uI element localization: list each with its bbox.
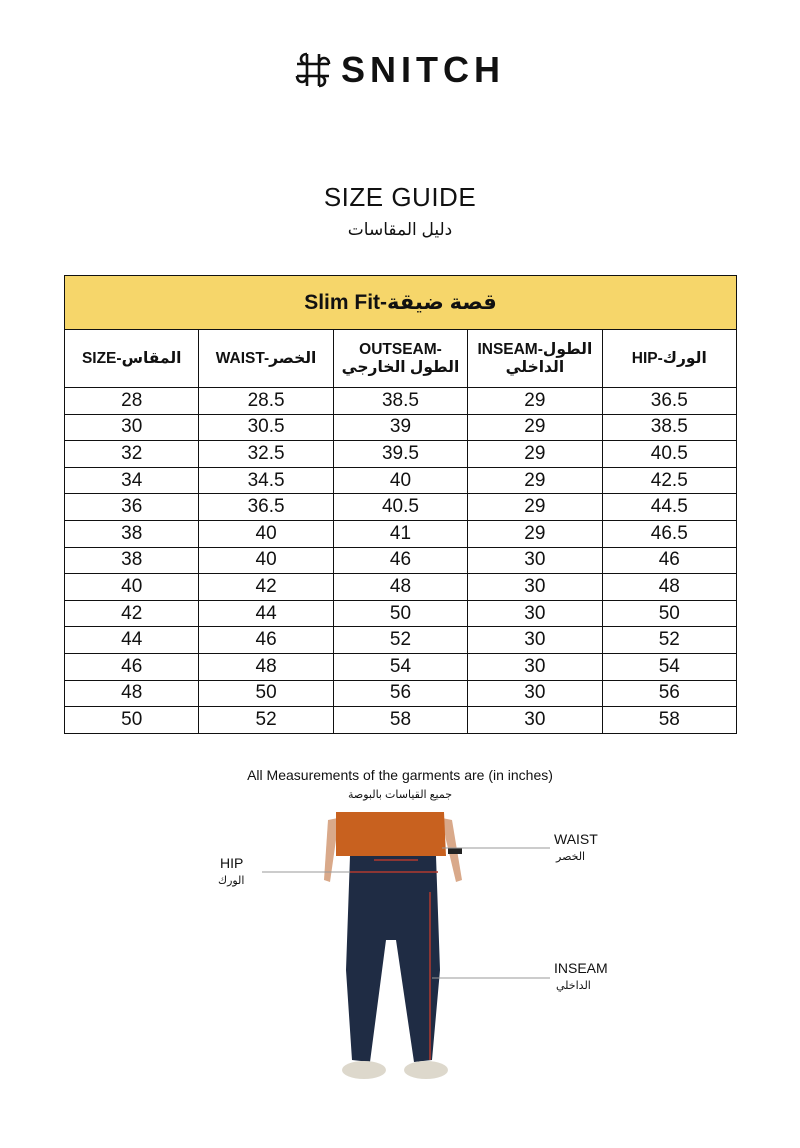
table-cell: 56 — [333, 680, 467, 707]
snitch-logo-icon — [295, 52, 331, 88]
column-header — [333, 330, 467, 388]
table-cell: 39.5 — [333, 441, 467, 468]
table-row — [65, 574, 737, 601]
table-cell: 48 — [333, 574, 467, 601]
column-header — [199, 330, 333, 388]
table-cell: 30 — [65, 414, 199, 441]
table-row — [65, 414, 737, 441]
table-row — [65, 441, 737, 468]
table-cell: 42.5 — [602, 467, 736, 494]
table-cell: 32.5 — [199, 441, 333, 468]
table-cell: 40 — [199, 547, 333, 574]
hip-label: HIP — [220, 855, 244, 871]
inseam-label-ar: الداخلي — [556, 980, 591, 992]
table-cell: 38.5 — [333, 388, 467, 415]
table-cell: 28.5 — [199, 388, 333, 415]
shirt — [336, 812, 446, 856]
table-row — [65, 627, 737, 654]
table-cell: 54 — [602, 653, 736, 680]
column-header-line: HIP-الورك — [631, 349, 707, 367]
table-cell: 34.5 — [199, 467, 333, 494]
table-cell: 46 — [602, 547, 736, 574]
table-cell: 30 — [468, 707, 602, 734]
page-subtitle-ar: دليل المقاسات — [347, 220, 453, 239]
table-cell: 29 — [468, 520, 602, 547]
table-body — [65, 388, 737, 734]
table-cell: 44.5 — [602, 494, 736, 521]
column-header-row — [65, 330, 737, 388]
table-cell: 46.5 — [602, 520, 736, 547]
table-cell: 58 — [602, 707, 736, 734]
column-header-line: WAIST-الخصر — [215, 349, 317, 367]
table-row — [65, 520, 737, 547]
table-cell: 54 — [333, 653, 467, 680]
table-cell: 29 — [468, 441, 602, 468]
table-cell: 48 — [199, 653, 333, 680]
table-cell: 46 — [333, 547, 467, 574]
table-cell: 28 — [65, 388, 199, 415]
table-cell: 41 — [333, 520, 467, 547]
column-header-line: SIZE-المقاس — [81, 349, 182, 367]
measurement-note: All Measurements of the garments are (in inches) — [247, 767, 553, 783]
table-cell: 40 — [199, 520, 333, 547]
fit-label: Slim Fit-قصة ضيقة — [65, 276, 737, 330]
measurement-note-ar: جميع القياسات بالبوصة — [347, 789, 453, 801]
table-row — [65, 547, 737, 574]
waist-label: WAIST — [554, 831, 598, 847]
table-cell: 30 — [468, 547, 602, 574]
table-cell: 40.5 — [602, 441, 736, 468]
table-cell: 32 — [65, 441, 199, 468]
watch-icon — [448, 848, 462, 854]
column-header — [65, 330, 199, 388]
table-cell: 50 — [333, 600, 467, 627]
brand-logo — [0, 50, 800, 90]
table-cell: 30.5 — [199, 414, 333, 441]
table-cell: 30 — [468, 653, 602, 680]
table-cell: 40.5 — [333, 494, 467, 521]
table-cell: 29 — [468, 388, 602, 415]
hip-label-ar: الورك — [218, 875, 245, 887]
column-header-line: الداخلي — [505, 358, 565, 376]
table-cell: 29 — [468, 414, 602, 441]
table-cell: 36 — [65, 494, 199, 521]
table-cell: 46 — [65, 653, 199, 680]
table-cell: 40 — [333, 467, 467, 494]
table-cell: 38.5 — [602, 414, 736, 441]
table-cell: 42 — [199, 574, 333, 601]
table-cell: 39 — [333, 414, 467, 441]
table-cell: 30 — [468, 680, 602, 707]
table-row — [65, 707, 737, 734]
table-cell: 40 — [65, 574, 199, 601]
table-cell: 38 — [65, 520, 199, 547]
table-cell: 46 — [199, 627, 333, 654]
table-cell: 52 — [602, 627, 736, 654]
inseam-label: INSEAM — [554, 960, 608, 976]
column-header — [602, 330, 736, 388]
table-cell: 30 — [468, 627, 602, 654]
table-cell: 50 — [199, 680, 333, 707]
jeans — [346, 856, 440, 1062]
table-cell: 30 — [468, 600, 602, 627]
table-cell: 44 — [65, 627, 199, 654]
table-cell: 48 — [65, 680, 199, 707]
table-cell: 29 — [468, 467, 602, 494]
brand-name: SNITCH — [341, 49, 505, 90]
table-row — [65, 653, 737, 680]
column-header — [468, 330, 602, 388]
table-cell: 44 — [199, 600, 333, 627]
page-title: SIZE GUIDE — [323, 182, 477, 212]
table-cell: 36.5 — [199, 494, 333, 521]
column-header-line: INSEAM-الطول — [477, 340, 593, 358]
column-header-line: OUTSEAM- — [359, 340, 442, 358]
table-cell: 42 — [65, 600, 199, 627]
table-cell: 30 — [468, 574, 602, 601]
table-row — [65, 494, 737, 521]
table-row — [65, 680, 737, 707]
size-chart-table — [64, 275, 737, 734]
table-cell: 58 — [333, 707, 467, 734]
table-cell: 34 — [65, 467, 199, 494]
table-row — [65, 600, 737, 627]
table-cell: 48 — [602, 574, 736, 601]
table-cell: 52 — [199, 707, 333, 734]
column-header-line: الطول الخارجي — [341, 358, 460, 376]
table-cell: 50 — [65, 707, 199, 734]
table-row — [65, 388, 737, 415]
table-cell: 50 — [602, 600, 736, 627]
table-cell: 29 — [468, 494, 602, 521]
waist-label-ar: الخصر — [556, 851, 586, 863]
table-cell: 52 — [333, 627, 467, 654]
table-cell: 38 — [65, 547, 199, 574]
table-row — [65, 467, 737, 494]
table-cell: 56 — [602, 680, 736, 707]
table-cell: 36.5 — [602, 388, 736, 415]
